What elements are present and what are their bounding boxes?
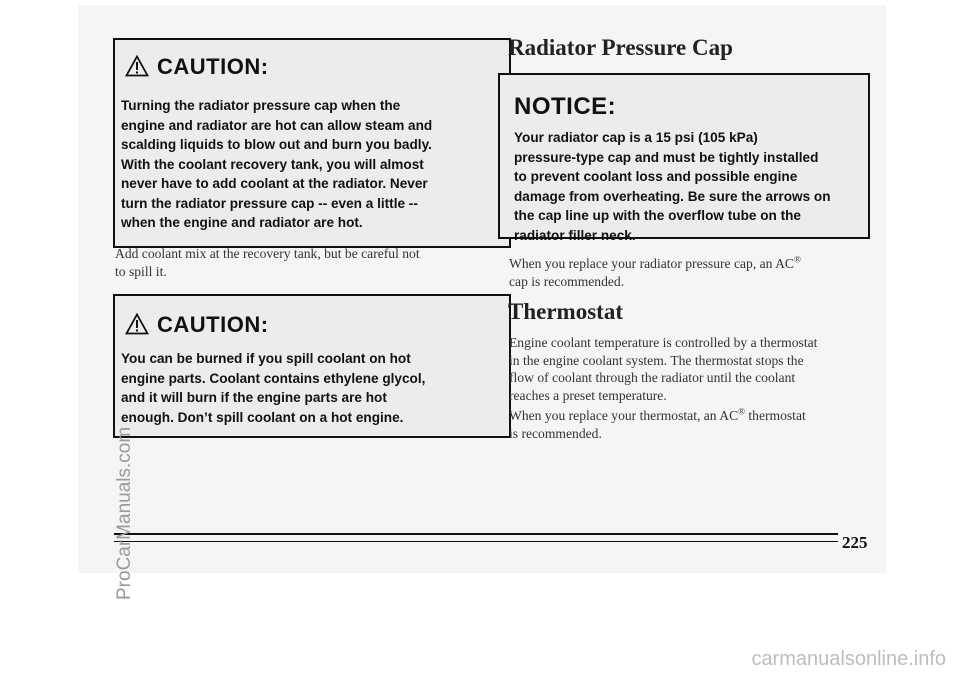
notice-box — [498, 73, 870, 243]
paragraph-line: Add coolant mix at the recovery tank, but be careful not — [115, 246, 420, 261]
notice-line: the cap line up with the overflow tube on the — [514, 208, 801, 223]
notice-line: Your radiator cap is a 15 psi (105 kPa) — [514, 130, 758, 145]
notice-line: radiator filler neck. — [514, 227, 636, 243]
footer-rule — [114, 533, 838, 535]
warning-triangle-icon — [125, 55, 149, 77]
caution-line: With the coolant recovery tank, you will almost — [121, 156, 424, 172]
paragraph-line: reaches a preset temperature. — [509, 387, 667, 403]
caution-line: You can be burned if you spill coolant on hot — [121, 351, 411, 366]
radiator-cap-heading: Radiator Pressure Cap — [508, 35, 733, 60]
notice-line: pressure-type cap and must be tightly installed — [514, 149, 819, 165]
manual-page — [78, 5, 886, 573]
paragraph-line: in the engine coolant system. The thermostat stops the — [509, 352, 804, 368]
paragraph-line: is recommended. — [509, 425, 602, 441]
warning-triangle-icon — [125, 313, 149, 335]
notice-line: damage from overheating. Be sure the arrows on — [514, 188, 831, 204]
paragraph-line: to spill it. — [115, 263, 167, 279]
registered-mark: ® — [738, 406, 745, 417]
notice-text — [514, 128, 831, 245]
caution-line: Turning the radiator pressure cap when the — [121, 98, 401, 113]
caution-text — [121, 96, 432, 233]
notice-title: NOTICE: — [514, 93, 617, 120]
watermark-bottom: carmanualsonline.info — [751, 648, 946, 670]
paragraph-text: When you replace your radiator pressure cap, an AC — [509, 256, 794, 271]
caution-line: turn the radiator pressure cap -- even a little -- — [121, 195, 418, 211]
caution-title: CAUTION: — [157, 312, 269, 337]
paragraph-line: flow of coolant through the radiator until the coolant — [509, 370, 796, 385]
paragraph-line — [509, 255, 889, 273]
paragraph-line — [509, 407, 889, 425]
caution-title: CAUTION: — [157, 54, 269, 79]
thermostat-replace-paragraph — [509, 407, 889, 442]
caution-box-steam — [113, 38, 511, 248]
caution-line: and it will burn if the engine parts are hot — [121, 390, 387, 405]
thermostat-paragraph — [509, 334, 889, 404]
caution-line: engine and radiator are hot can allow steam and — [121, 117, 433, 133]
caution-box-burn — [113, 294, 511, 438]
caution-line: enough. Don’t spill coolant on a hot engine. — [121, 409, 404, 425]
registered-mark: ® — [793, 254, 801, 265]
watermark-text: ProCarManuals.com — [114, 426, 135, 600]
paragraph-line: Engine coolant temperature is controlled by a thermostat — [509, 335, 818, 350]
page-number: 225 — [842, 533, 868, 552]
caution-text — [121, 349, 425, 427]
watermark-vertical — [94, 170, 135, 610]
radiator-cap-replace-paragraph — [509, 255, 889, 290]
paragraph-line: cap is recommended. — [509, 273, 625, 289]
caution-line: never have to add coolant at the radiator. Never — [121, 176, 428, 191]
caution-line: when the engine and radiator are hot. — [121, 215, 363, 230]
paragraph-text: thermostat — [744, 408, 806, 423]
caution-line: engine parts. Coolant contains ethylene glycol, — [121, 370, 426, 386]
paragraph-text: When you replace your thermostat, an AC — [509, 408, 739, 423]
caution-line: scalding liquids to blow out and burn you badly. — [121, 137, 432, 152]
footer-rule-thin — [114, 541, 838, 542]
notice-line: to prevent coolant loss and possible engine — [514, 169, 798, 184]
add-coolant-paragraph — [115, 245, 515, 280]
thermostat-heading: Thermostat — [508, 299, 623, 324]
